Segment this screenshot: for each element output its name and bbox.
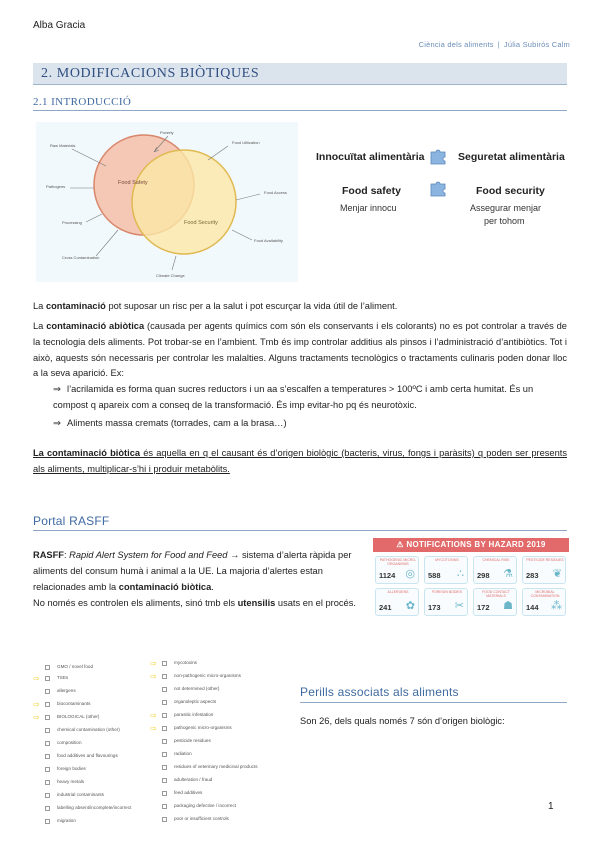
hazards-rule xyxy=(300,702,567,703)
concept-right-term: Food security xyxy=(476,185,545,197)
hazard-cell: CHEMICAL RISK 298 ⚗ xyxy=(473,556,517,584)
hazard-icon: ❦ xyxy=(552,568,562,580)
term-biotic: La contaminació biòtica xyxy=(33,448,141,458)
rasff-heading: Portal RASFF xyxy=(33,514,110,528)
factor-label: Cross Contamination xyxy=(62,255,100,260)
hazard-cell: PATHOGENIC MICRO-ORGANISMS 1124 ◎ xyxy=(375,556,419,584)
venn-svg xyxy=(36,122,298,282)
hazard-icon: ⁂ xyxy=(551,600,562,612)
factor-label: Food Access xyxy=(264,190,287,195)
highlight-arrow-icon: ⇨ xyxy=(150,724,157,733)
concepts-panel xyxy=(312,148,572,238)
hazard-icon: ✿ xyxy=(405,600,415,612)
hazards-text: Son 26, dels quals només 7 són d’origen biològic: xyxy=(300,716,505,726)
concept-right-def-1: Assegurar menjar xyxy=(470,203,542,213)
rasff-description: RASFF: Rapid Alert System for Food and Feed → sistema d’alerta ràpida per aliments del consum humà i animal a la UE. La majoria d’alertes estan relacionades amb la contaminació biòtica. No només es controlen els aliments, sinó tmb els utensilis usats en el procés. xyxy=(33,550,356,608)
running-header: Ciència dels aliments | Júlia Subirós Calm xyxy=(418,40,570,49)
hazard-cell: FOOD CONTACT MATERIALS 172 ☗ xyxy=(473,588,517,616)
venn-right-label: Food Security xyxy=(184,220,218,226)
heading-rule xyxy=(33,110,567,111)
factor-label: Raw Materials xyxy=(50,143,76,148)
section-heading xyxy=(33,63,567,85)
concept-left-term: Food safety xyxy=(342,185,401,197)
concept-left-title: Innocuïtat alimentària xyxy=(316,151,425,163)
factor-label: Food Availability xyxy=(254,238,283,243)
puzzle-icon xyxy=(429,148,447,171)
hazard-cell: ALLERGENS 241 ✿ xyxy=(375,588,419,616)
factor-label: Processing xyxy=(62,220,82,225)
rasff-rule xyxy=(33,530,567,531)
bullet-acrylamide: ⇒ l’acrilamida es forma quan sucres reductors i un aa s’escalfen a temperatures > 100ºC i amb certa humitat. És un compost q apareix com a conseq de la transformació. És imp evitar-ho pq és neurotòxic. xyxy=(53,384,534,410)
highlight-arrow-icon: ⇨ xyxy=(33,674,40,683)
factor-label: Climate Change xyxy=(156,273,185,278)
arrow-icon: ⇒ xyxy=(53,418,61,428)
subsection-title: 2.1 INTRODUCCIÓ xyxy=(33,96,132,108)
hazard-cell: MICROBIAL CONTAMINATION 144 ⁂ xyxy=(522,588,566,616)
hazard-cell: FOREIGN BODIES 173 ✂ xyxy=(424,588,468,616)
food-security-circle xyxy=(132,150,236,254)
hazard-icon: ☗ xyxy=(503,600,513,612)
paragraph-abiotic: La contaminació abiòtica (causada per agents químics com són els conservants i els colorants) no es pot controlar a través de la tecnologia dels aliments. Pot trobar-se en l’ambient. Tmb és imp controlar additius als pinsos i l’administració d’antibiòtics. Tot i això, aquests són necessaris per controlar les malalties. Alguns tractaments tecnològics o tractaments culinaris poden donar lloc a la seva aparició. Ex: xyxy=(33,321,567,379)
notifications-title: ⚠ NOTIFICATIONS BY HAZARD 2019 xyxy=(373,538,569,552)
factor-label: Food Utilization xyxy=(232,140,260,145)
section-title: 2. MODIFICACIONS BIÒTIQUES xyxy=(41,66,260,81)
teacher-name: Júlia Subirós Calm xyxy=(503,40,570,49)
puzzle-icon xyxy=(429,180,447,203)
hazard-icon: ∴ xyxy=(457,568,464,580)
paragraph-biotic: La contaminació biòtica és aquella en q el causant és d’origen biològic (bacteris, virus, fongs i paràsits) q poden ser presents als aliments, multiplicar-s’hi i produir metabòlits. xyxy=(33,448,567,474)
highlight-arrow-icon: ⇨ xyxy=(33,700,40,709)
hazard-icon: ⚗ xyxy=(503,568,513,580)
concept-left-def: Menjar innocu xyxy=(340,203,397,213)
hazard-icon: ◎ xyxy=(405,568,415,580)
course-name: Ciència dels aliments xyxy=(418,40,494,49)
highlight-arrow-icon: ⇨ xyxy=(33,713,40,722)
term-abiotic: contaminació abiòtica xyxy=(46,321,145,331)
factor-label: Poverty xyxy=(160,130,174,135)
concept-right-def-2: per tohom xyxy=(484,216,525,226)
hazard-icon: ✂ xyxy=(454,600,464,612)
notifications-panel xyxy=(373,538,569,618)
page-number: 1 xyxy=(548,801,554,812)
highlight-arrow-icon: ⇨ xyxy=(150,672,157,681)
hazard-cell: MYCOTOXINS 588 ∴ xyxy=(424,556,468,584)
paragraph-contamination: La contaminació pot suposar un risc per a la salut i pot escurçar la vida útil de l’aliment. xyxy=(33,301,398,311)
factor-label: Pathogens xyxy=(46,184,66,189)
hazards-heading: Perills associats als aliments xyxy=(300,685,459,699)
arrow-icon: ⇒ xyxy=(53,384,61,394)
venn-left-label: Food Safety xyxy=(118,180,148,186)
author-name: Alba Gracia xyxy=(33,20,86,31)
term-contamination: contaminació xyxy=(45,301,106,311)
concept-right-title: Seguretat alimentària xyxy=(458,151,565,163)
hazard-cell: PESTICIDE RESIDUES 283 ❦ xyxy=(522,556,566,584)
highlight-arrow-icon: ⇨ xyxy=(150,711,157,720)
food-safety-security-diagram xyxy=(36,122,298,282)
rasff-full-name: Rapid Alert System for Food and Feed xyxy=(69,550,228,560)
highlight-arrow-icon: ⇨ xyxy=(150,659,157,668)
bullet-burnt-food: ⇒ Aliments massa cremats (torrades, cam a la brasa…) xyxy=(53,416,567,432)
